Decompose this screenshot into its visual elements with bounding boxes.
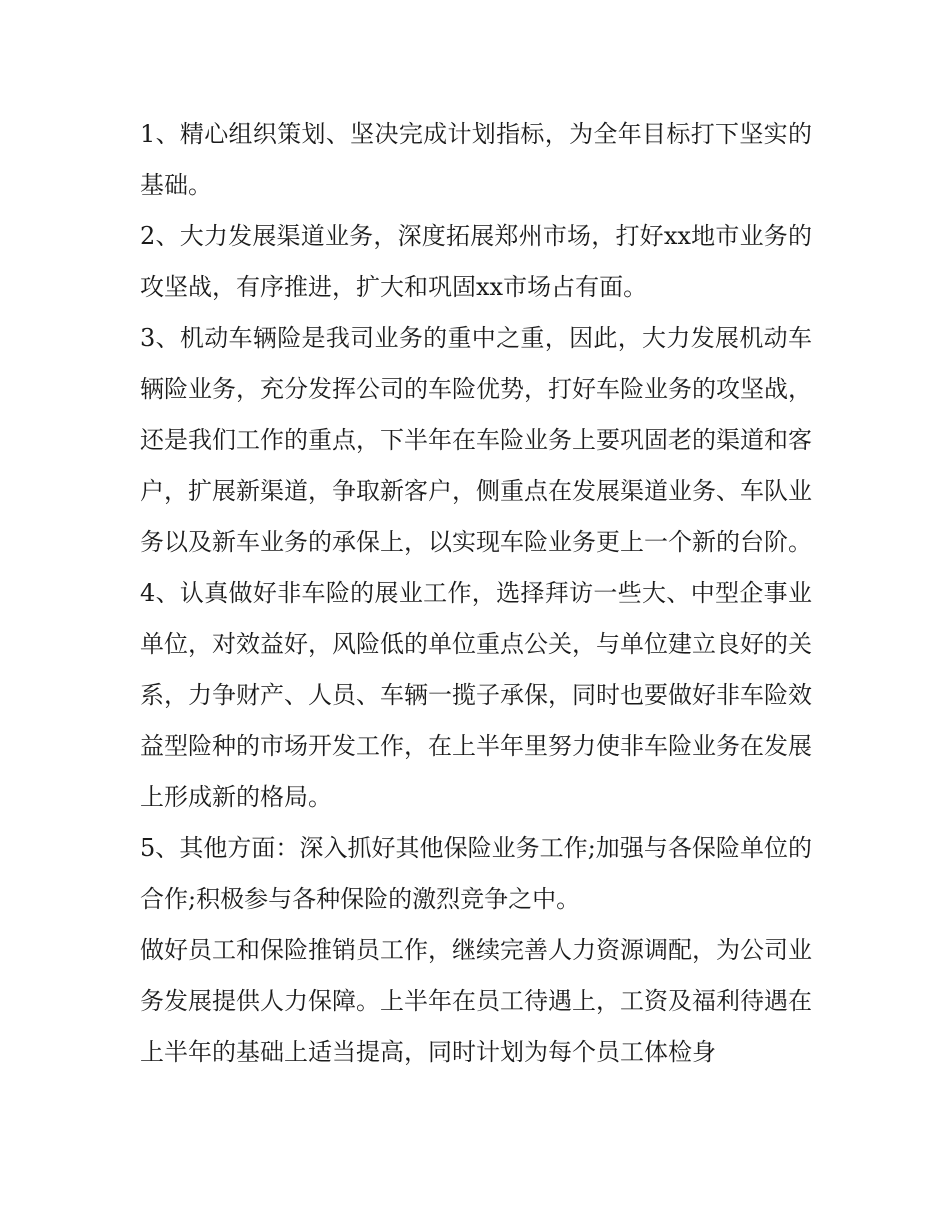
paragraph-3: 3、机动车辆险是我司业务的重中之重，因此，大力发展机动车辆险业务，充分发挥公司的车险优势，打好车险业务的攻坚战，还是我们工作的重点，下半年在车险业务上要巩固老的渠道和客户，扩展新渠道，争取新客户，侧重点在发展渠道业务、车队业务以及新车业务的承保上，以实现车险业务更上一个新的台阶。 [140, 324, 812, 556]
paragraph-1: 1、精心组织策划、坚决完成计划指标，为全年目标打下坚实的基础。 [140, 120, 812, 199]
paragraph-2: 2、大力发展渠道业务，深度拓展郑州市场，打好xx地市业务的攻坚战，有序推进，扩大和巩固xx市场占有面。 [140, 222, 812, 301]
paragraph-4: 4、认真做好非车险的展业工作，选择拜访一些大、中型企事业单位，对效益好，风险低的单位重点公关，与单位建立良好的关系，力争财产、人员、车辆一揽子承保，同时也要做好非车险效益型险种的市场开发工作，在上半年里努力使非车险业务在发展上形成新的格局。 [140, 579, 812, 811]
paragraph-6: 做好员工和保险推销员工作，继续完善人力资源调配，为公司业务发展提供人力保障。上半年在员工待遇上，工资及福利待遇在上半年的基础上适当提高，同时计划为每个员工体检身 [140, 936, 812, 1066]
paragraph-5: 5、其他方面：深入抓好其他保险业务工作;加强与各保险单位的合作;积极参与各种保险的激烈竞争之中。 [140, 834, 812, 913]
document-body [140, 109, 812, 1078]
